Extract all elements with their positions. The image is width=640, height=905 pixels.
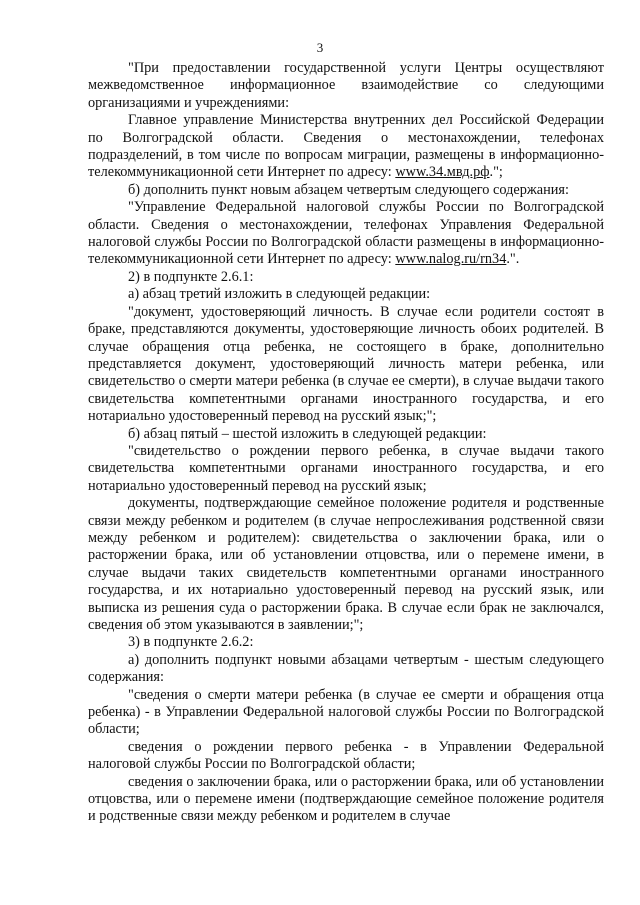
paragraph: а) дополнить подпункт новыми абзацами четвертым - шестым следующего содержания: [88, 651, 604, 686]
paragraph: "сведения о смерти матери ребенка (в случае ее смерти и обращения отца ребенка) - в Управлении Федеральной налоговой службы России по Волгоградской области; [88, 686, 604, 738]
paragraph: "свидетельство о рождении первого ребенка, в случае выдачи такого свидетельства компетентными органами иностранного государства, и его нотариально удостоверенный перевод на русский язык; [88, 442, 604, 494]
nalog-website-link[interactable]: www.nalog.ru/rn34 [395, 251, 507, 268]
paragraph: сведения о заключении брака, или о расторжении брака, или об установлении отцовства, или о перемене имени (подтверждающие семейное положение родителя и родственные связи между ребенком и родителем в случае [88, 773, 604, 825]
paragraph: а) абзац третий изложить в следующей редакции: [128, 286, 431, 303]
paragraph: сведения о рождении первого ребенка - в Управлении Федеральной налоговой службы России по Волгоградской области; [88, 738, 604, 773]
paragraph: 2) в подпункте 2.6.1: [128, 268, 254, 285]
paragraph: "документ, удостоверяющий личность. В случае если родители состоят в браке, представляются документы, удостоверяющие личность обоих родителей. В случае обращения отца ребенка, не состоящего в браке, дополнительно представляется документ, удостоверяющий личность матери ребенка, или свидетельство о смерти матери ребенка (в случае ее смерти), в случае выдачи такого свидетельства компетентными органами иностранного государства, и его нотариально удостоверенный перевод на русский язык;"; [88, 303, 604, 425]
document-body [88, 60, 604, 826]
paragraph: документы, подтверждающие семейное положение родителя и родственные связи между ребенком и родителем (в случае непрослеживания родственной связи между ребенком и родителем): свидетельства о заключении брака, или о расторжении брака, или об установлении отцовства, или о перемене имени, в случае выдачи таких свидетельств компетентными органами иностранного государства, и их нотариально удостоверенный перевод на русский язык, или выписка из решения суда о расторжении брака. В случае если брак не заключался, сведения об этом указываются в заявлении;"; [88, 495, 604, 633]
paragraph: 3) в подпункте 2.6.2: [128, 634, 254, 651]
paragraph: "При предоставлении государственной услуги Центры осуществляют межведомственное информационное взаимодействие со следующими организациями и учреждениями: [88, 60, 604, 111]
paragraph: б) дополнить пункт новым абзацем четвертым следующего содержания: [128, 181, 569, 198]
paragraph: Главное управление Министерства внутренних дел Российской Федерации по Волгоградской области. Сведения о местонахождении, телефонах подразделений, в том числе по вопросам миграции, размещены в информационно-телекоммуникационной сети Интернет по адресу: www.34.мвд.рф."; [88, 112, 604, 181]
paragraph: "Управление Федеральной налоговой службы России по Волгоградской области. Сведения о местонахождении, телефонах Управления Федеральной налоговой службы России по Волгоградской области размещены в информационно-телекоммуникационной сети Интернет по адресу: www.nalog.ru/rn34.". [88, 199, 604, 268]
mvd-website-link[interactable]: www.34.мвд.рф [395, 164, 490, 181]
page-number: 3 [316, 40, 324, 55]
paragraph: б) абзац пятый – шестой изложить в следующей редакции: [128, 425, 487, 442]
